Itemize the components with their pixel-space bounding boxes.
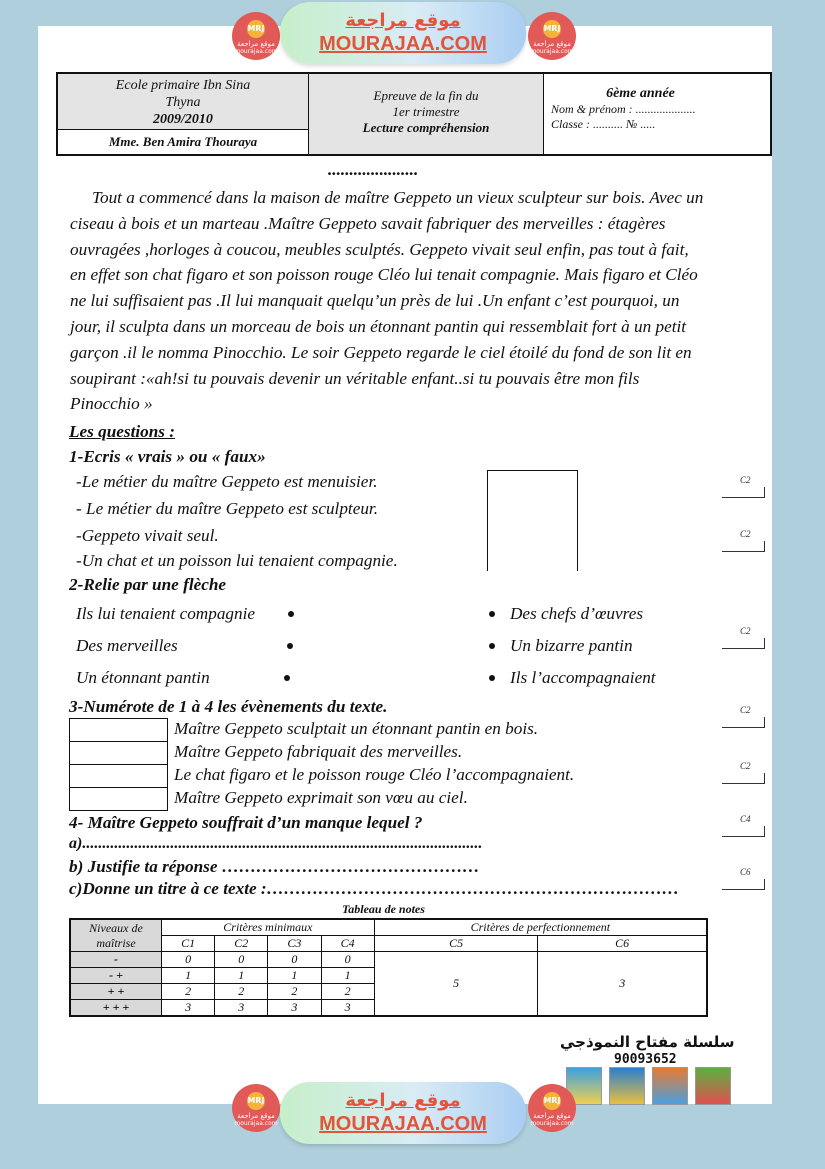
notes-table: Niveaux de maîtrise Critères minimaux Critères de perfectionnement C1 C2 C3 C4 C5 C6 - 0 0 0 0 5 3 - + 1 1 1 1 + + 2 2 2 2 + + + 3 3 3 3 <box>69 918 708 1017</box>
criterion-bracket <box>722 638 765 649</box>
criterion-mark: C2 <box>740 475 751 485</box>
text-line: ne lui suffisaient pas .Il lui manquait quelqu’un près de lui .Un enfant c’est pourquoi, un <box>70 291 680 310</box>
text-line: en effet son chat figaro et son poisson rouge Cléo lui tenait compagnie. Mais figaro et Cléo <box>70 265 698 284</box>
q1-title: 1-Ecris « vrais » ou « faux» <box>69 447 266 466</box>
criterion-mark: C6 <box>740 867 751 877</box>
q1-item: -Le métier du maître Geppeto est menuisier. <box>76 472 378 491</box>
match-left-item: Des merveilles <box>76 636 178 655</box>
phone-number: 90093652 <box>614 1052 677 1067</box>
match-dot[interactable] <box>489 611 495 617</box>
match-dot[interactable] <box>284 675 290 681</box>
match-dot[interactable] <box>288 611 294 617</box>
q4-answer-c[interactable]: c)Donne un titre à ce texte :……………………………………………………………… <box>69 879 680 898</box>
match-dot[interactable] <box>489 643 495 649</box>
notes-table-caption: Tableau de notes <box>342 902 425 916</box>
q3-number-box[interactable] <box>69 787 168 811</box>
match-right-item: Des chefs d’œuvres <box>510 604 644 623</box>
q1-answer-box[interactable] <box>487 495 578 521</box>
exam-cell: Epreuve de la fin du 1er trimestre Lecture compréhension <box>309 74 544 154</box>
series-title: سلسلة مفتاح النموذجي <box>560 1033 735 1051</box>
criterion-bracket <box>722 487 765 498</box>
name-field[interactable]: Nom & prénom : .................... <box>551 102 696 116</box>
text-line: soupirant :«ah!si tu pouvais devenir un véritable enfant..si tu pouvais être mon fils <box>70 369 640 388</box>
text-line: ouvragées ,horloges à coucou, meubles sculptés. Geppeto vivait seul enfin, pas tout à fait, <box>70 240 689 259</box>
q3-event: Maître Geppeto fabriquait des merveilles. <box>174 742 463 761</box>
q2-title: 2-Relie par une flèche <box>69 575 227 594</box>
text-line: Tout a commencé dans la maison de maître Geppeto un vieux sculpteur sur bois. Avec un <box>92 188 704 207</box>
site-logo-right: MRJ موقع مراجعة mourajaa.com <box>528 12 576 60</box>
perf-criteria-header: Critères de perfectionnement <box>374 919 707 936</box>
match-right-item: Un bizarre pantin <box>510 636 633 655</box>
book-cover-image <box>652 1067 688 1105</box>
match-left-item: Ils lui tenaient compagnie <box>76 604 256 623</box>
q1-answer-box[interactable] <box>487 470 578 497</box>
q3-number-box[interactable] <box>69 741 168 765</box>
c6-value: 3 <box>538 952 707 1017</box>
q1-answer-box[interactable] <box>487 520 578 546</box>
site-logo-left: MRJ موقع مراجعة mourajaa.com <box>232 1084 280 1132</box>
text-line: garçon .il le nomma Pinocchio. Le soir Geppeto regarde le ciel étoilé du fond de son lit en <box>70 343 692 362</box>
text-line: jour, il sculpta dans un morceau de bois un étonnant pantin qui ressemblait fort à un petit <box>70 317 687 336</box>
text-line: Pinocchio » <box>70 394 153 413</box>
questions-title: Les questions : <box>69 422 175 441</box>
criterion-mark: C2 <box>740 626 751 636</box>
criterion-mark: C2 <box>740 529 751 539</box>
book-cover-image <box>609 1067 645 1105</box>
match-right-item: Ils l’accompagnaient <box>510 668 656 687</box>
site-banner-bottom[interactable]: موقع مراجعة MOURAJAA.COM <box>280 1082 526 1144</box>
grade-label: 6ème année <box>606 86 675 101</box>
q4-title: 4- Maître Geppeto souffrait d’un manque lequel ? <box>69 813 423 832</box>
title-dots: ..................... <box>328 160 419 179</box>
q1-answer-box[interactable] <box>487 545 578 571</box>
q4-answer-b[interactable]: b) Justifie ta réponse ……………………………………… <box>69 857 480 876</box>
teacher-name: Mme. Ben Amira Thouraya <box>58 129 308 154</box>
site-logo-left: MRJ موقع مراجعة mourajaa.com <box>232 12 280 60</box>
q3-number-box[interactable] <box>69 718 168 742</box>
q1-item: -Geppeto vivait seul. <box>76 526 219 545</box>
q3-title: 3-Numérote de 1 à 4 les évènements du texte. <box>69 697 388 716</box>
book-cover-image <box>695 1067 731 1105</box>
min-criteria-header: Critères minimaux <box>162 919 375 936</box>
criterion-mark: C4 <box>740 814 751 824</box>
match-left-item: Un étonnant pantin <box>76 668 210 687</box>
q3-event: Maître Geppeto sculptait un étonnant pantin en bois. <box>174 719 539 738</box>
criterion-mark: C2 <box>740 705 751 715</box>
c5-value: 5 <box>374 952 538 1017</box>
criterion-bracket <box>722 879 765 890</box>
level-header: Niveaux de maîtrise <box>70 919 162 952</box>
site-banner-top[interactable]: موقع مراجعة MOURAJAA.COM <box>280 2 526 64</box>
class-field[interactable]: Classe : .......... № ..... <box>551 117 656 131</box>
q3-event: Le chat figaro et le poisson rouge Cléo l’accompagnaient. <box>174 765 575 784</box>
q3-number-box[interactable] <box>69 764 168 788</box>
site-logo-right: MRJ موقع مراجعة mourajaa.com <box>528 1084 576 1132</box>
criterion-bracket <box>722 773 765 784</box>
criterion-bracket <box>722 826 765 837</box>
match-dot[interactable] <box>489 675 495 681</box>
criterion-bracket <box>722 541 765 552</box>
student-cell <box>545 74 770 154</box>
q1-item: -Un chat et un poisson lui tenaient compagnie. <box>76 551 398 570</box>
criterion-bracket <box>722 717 765 728</box>
criterion-mark: C2 <box>740 761 751 771</box>
q1-item: - Le métier du maître Geppeto est sculpteur. <box>76 499 378 518</box>
school-cell: Ecole primaire Ibn Sina Thyna 2009/2010 Mme. Ben Amira Thouraya <box>58 74 309 154</box>
match-dot[interactable] <box>287 643 293 649</box>
q3-event: Maître Geppeto exprimait son vœu au ciel. <box>174 788 468 807</box>
q4-answer-a[interactable]: a).................................................................................................... <box>69 835 483 852</box>
exam-header <box>56 72 772 156</box>
text-line: ciseau à bois et un marteau .Maître Geppeto savait fabriquer des merveilles : étagères <box>70 214 666 233</box>
